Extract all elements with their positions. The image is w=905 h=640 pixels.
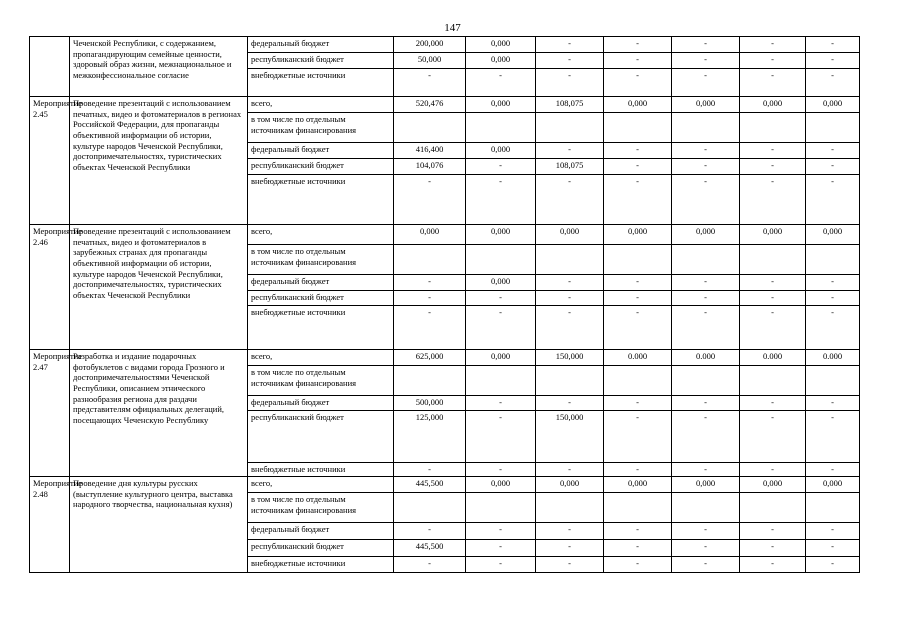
measure-description: Проведение презентаций с использованием печатных, видео и фотоматериалов в зарубежных странах для пропаганды объективной информации об истории, культуре народов Чеченской Республики, достопримечательностях, туристических объектах Чеченской Республики <box>70 225 248 350</box>
value-cell: - <box>466 463 536 477</box>
value-cell <box>394 493 466 523</box>
value-cell: - <box>806 275 860 291</box>
value-cell: - <box>466 306 536 350</box>
value-cell: 0,000 <box>466 477 536 493</box>
value-cell: - <box>536 523 604 540</box>
value-cell: - <box>740 411 806 463</box>
value-cell <box>672 113 740 143</box>
value-cell: 0.000 <box>672 350 740 366</box>
value-cell: 50,000 <box>394 53 466 69</box>
source-label: всего, <box>248 97 394 113</box>
measure-description: Проведение презентаций с использованием печатных, видео и фотоматериалов в регионах Российской Федерации, для пропаганды объективной информации об истории, культуре народов Чеченской Республики, достопримечательностях, туристических объектах Чеченской Республики <box>70 97 248 225</box>
value-cell <box>536 245 604 275</box>
value-cell: 200,000 <box>394 37 466 53</box>
value-cell: - <box>394 523 466 540</box>
value-cell: 108,075 <box>536 97 604 113</box>
value-cell: 0.000 <box>806 350 860 366</box>
value-cell <box>394 245 466 275</box>
value-cell: - <box>672 69 740 97</box>
value-cell: - <box>536 69 604 97</box>
value-cell <box>536 366 604 396</box>
value-cell <box>806 493 860 523</box>
value-cell: 150,000 <box>536 411 604 463</box>
measure-id <box>30 37 70 97</box>
value-cell: 0,000 <box>466 97 536 113</box>
value-cell: 445,500 <box>394 477 466 493</box>
value-cell <box>672 245 740 275</box>
value-cell <box>466 366 536 396</box>
value-cell: - <box>806 143 860 159</box>
value-cell: - <box>536 37 604 53</box>
value-cell: 125,000 <box>394 411 466 463</box>
value-cell: - <box>604 69 672 97</box>
value-cell <box>466 493 536 523</box>
measure-description: Чеченской Республики, с содержанием, пропагандирующим семейные ценности, здоровый образ жизни, межнациональное и межконфессиональное согласие <box>70 37 248 97</box>
value-cell: - <box>672 523 740 540</box>
value-cell: - <box>394 557 466 573</box>
source-label: внебюджетные источники <box>248 557 394 573</box>
value-cell: - <box>740 159 806 175</box>
value-cell: 0.000 <box>604 350 672 366</box>
value-cell <box>806 113 860 143</box>
value-cell: - <box>672 411 740 463</box>
measure-description: Разработка и издание подарочных фотобуклетов с видами города Грозного и достопримечательностями Чеченской Республики, описанием этнического разнообразия региона для раздачи представителям официальных делегаций, посещающих Чеченскую Республику <box>70 350 248 477</box>
value-cell: - <box>604 463 672 477</box>
value-cell: 416,400 <box>394 143 466 159</box>
value-cell: - <box>536 396 604 411</box>
value-cell: - <box>604 143 672 159</box>
value-cell: 0,000 <box>672 225 740 245</box>
value-cell: 0,000 <box>466 143 536 159</box>
value-cell: - <box>394 275 466 291</box>
value-cell: - <box>466 557 536 573</box>
value-cell: - <box>604 306 672 350</box>
value-cell: 0,000 <box>394 225 466 245</box>
value-cell: - <box>672 396 740 411</box>
value-cell: - <box>806 291 860 306</box>
value-cell: - <box>672 306 740 350</box>
value-cell: - <box>604 396 672 411</box>
source-label: в том числе по отдельным источникам финансирования <box>248 493 394 523</box>
value-cell <box>672 493 740 523</box>
source-label: внебюджетные источники <box>248 463 394 477</box>
measure-description: Проведение дня культуры русских (выступление культурного центра, выставка народного творчества, национальная кухня) <box>70 477 248 573</box>
value-cell: 108,075 <box>536 159 604 175</box>
value-cell: 0,000 <box>740 225 806 245</box>
source-label: республиканский бюджет <box>248 411 394 463</box>
value-cell: 0,000 <box>466 37 536 53</box>
value-cell: 0,000 <box>604 97 672 113</box>
value-cell: - <box>806 306 860 350</box>
value-cell: 0,000 <box>672 97 740 113</box>
value-cell: 0,000 <box>740 97 806 113</box>
value-cell: - <box>536 53 604 69</box>
value-cell: - <box>604 275 672 291</box>
value-cell: - <box>466 523 536 540</box>
value-cell: - <box>604 53 672 69</box>
value-cell: - <box>394 175 466 225</box>
value-cell: - <box>394 463 466 477</box>
source-label: республиканский бюджет <box>248 159 394 175</box>
value-cell: - <box>672 175 740 225</box>
value-cell: 500,000 <box>394 396 466 411</box>
value-cell <box>740 493 806 523</box>
value-cell: 0,000 <box>466 225 536 245</box>
value-cell: - <box>604 540 672 557</box>
value-cell: - <box>466 69 536 97</box>
source-label: федеральный бюджет <box>248 143 394 159</box>
value-cell: - <box>672 143 740 159</box>
value-cell: - <box>740 306 806 350</box>
value-cell: 445,500 <box>394 540 466 557</box>
value-cell: - <box>740 69 806 97</box>
source-label: в том числе по отдельным источникам финансирования <box>248 245 394 275</box>
value-cell: - <box>806 159 860 175</box>
value-cell: - <box>466 396 536 411</box>
source-label: федеральный бюджет <box>248 523 394 540</box>
value-cell: 0,000 <box>466 350 536 366</box>
value-cell: 0,000 <box>466 275 536 291</box>
source-label: республиканский бюджет <box>248 540 394 557</box>
value-cell: - <box>806 411 860 463</box>
value-cell: - <box>394 69 466 97</box>
value-cell: - <box>672 37 740 53</box>
value-cell: - <box>740 396 806 411</box>
value-cell: - <box>740 37 806 53</box>
value-cell <box>536 493 604 523</box>
value-cell: - <box>466 411 536 463</box>
source-label: в том числе по отдельным источникам финансирования <box>248 113 394 143</box>
value-cell: - <box>394 306 466 350</box>
value-cell: 104,076 <box>394 159 466 175</box>
source-label: федеральный бюджет <box>248 37 394 53</box>
table-row <box>30 97 860 113</box>
table-row <box>30 225 860 245</box>
source-label: внебюджетные источники <box>248 306 394 350</box>
value-cell: 520,476 <box>394 97 466 113</box>
value-cell: 0,000 <box>604 225 672 245</box>
value-cell <box>740 113 806 143</box>
source-label: республиканский бюджет <box>248 291 394 306</box>
value-cell: - <box>466 159 536 175</box>
value-cell: - <box>740 143 806 159</box>
source-label: всего, <box>248 350 394 366</box>
source-label: федеральный бюджет <box>248 275 394 291</box>
value-cell: 150,000 <box>536 350 604 366</box>
value-cell <box>604 245 672 275</box>
value-cell: - <box>604 37 672 53</box>
measure-id: Мероприятие 2.47 <box>30 350 70 477</box>
value-cell: - <box>466 291 536 306</box>
value-cell: - <box>740 53 806 69</box>
value-cell: - <box>672 159 740 175</box>
value-cell <box>466 245 536 275</box>
value-cell: - <box>740 540 806 557</box>
measure-id: Мероприятие 2.48 <box>30 477 70 573</box>
value-cell: 0,000 <box>672 477 740 493</box>
value-cell: - <box>536 291 604 306</box>
value-cell: - <box>604 291 672 306</box>
value-cell: - <box>536 275 604 291</box>
value-cell: - <box>672 557 740 573</box>
value-cell <box>536 113 604 143</box>
value-cell: - <box>806 557 860 573</box>
value-cell: 0,000 <box>806 97 860 113</box>
value-cell <box>740 366 806 396</box>
value-cell: - <box>536 143 604 159</box>
page-number: 147 <box>444 22 461 34</box>
value-cell <box>466 113 536 143</box>
value-cell <box>806 366 860 396</box>
source-label: внебюджетные источники <box>248 69 394 97</box>
value-cell: 0,000 <box>806 477 860 493</box>
source-label: в том числе по отдельным источникам финансирования <box>248 366 394 396</box>
value-cell: - <box>672 463 740 477</box>
value-cell: - <box>394 291 466 306</box>
source-label: внебюджетные источники <box>248 175 394 225</box>
value-cell: - <box>806 53 860 69</box>
measure-id: Мероприятие 2.46 <box>30 225 70 350</box>
value-cell: - <box>604 557 672 573</box>
table-row <box>30 477 860 493</box>
value-cell: - <box>604 159 672 175</box>
value-cell: - <box>740 557 806 573</box>
value-cell: 625,000 <box>394 350 466 366</box>
value-cell: - <box>740 463 806 477</box>
value-cell: - <box>536 463 604 477</box>
value-cell: - <box>536 175 604 225</box>
value-cell: - <box>806 69 860 97</box>
value-cell: - <box>466 540 536 557</box>
value-cell: 0,000 <box>806 225 860 245</box>
table-row <box>30 350 860 366</box>
value-cell: - <box>740 291 806 306</box>
value-cell: 0.000 <box>740 350 806 366</box>
value-cell: - <box>806 463 860 477</box>
value-cell <box>740 245 806 275</box>
value-cell: - <box>466 175 536 225</box>
value-cell: - <box>604 523 672 540</box>
value-cell: - <box>672 53 740 69</box>
value-cell: - <box>672 291 740 306</box>
value-cell: - <box>672 540 740 557</box>
value-cell: - <box>740 175 806 225</box>
budget-table <box>29 36 860 573</box>
value-cell <box>604 113 672 143</box>
value-cell: - <box>672 275 740 291</box>
value-cell: - <box>536 557 604 573</box>
value-cell <box>672 366 740 396</box>
value-cell: 0,000 <box>466 53 536 69</box>
value-cell: - <box>806 523 860 540</box>
value-cell <box>394 366 466 396</box>
value-cell: 0,000 <box>740 477 806 493</box>
value-cell: - <box>604 175 672 225</box>
value-cell: 0,000 <box>536 225 604 245</box>
source-label: федеральный бюджет <box>248 396 394 411</box>
source-label: всего, <box>248 225 394 245</box>
source-label: всего, <box>248 477 394 493</box>
value-cell: - <box>740 523 806 540</box>
value-cell: - <box>806 396 860 411</box>
value-cell <box>394 113 466 143</box>
value-cell: - <box>536 306 604 350</box>
source-label: республиканский бюджет <box>248 53 394 69</box>
value-cell: - <box>536 540 604 557</box>
value-cell <box>604 366 672 396</box>
value-cell: - <box>806 37 860 53</box>
value-cell: 0,000 <box>536 477 604 493</box>
table-row <box>30 37 860 53</box>
value-cell: - <box>806 540 860 557</box>
value-cell: - <box>740 275 806 291</box>
value-cell: - <box>806 175 860 225</box>
measure-id: Мероприятие 2.45 <box>30 97 70 225</box>
value-cell <box>604 493 672 523</box>
value-cell: - <box>604 411 672 463</box>
value-cell: 0,000 <box>604 477 672 493</box>
value-cell <box>806 245 860 275</box>
